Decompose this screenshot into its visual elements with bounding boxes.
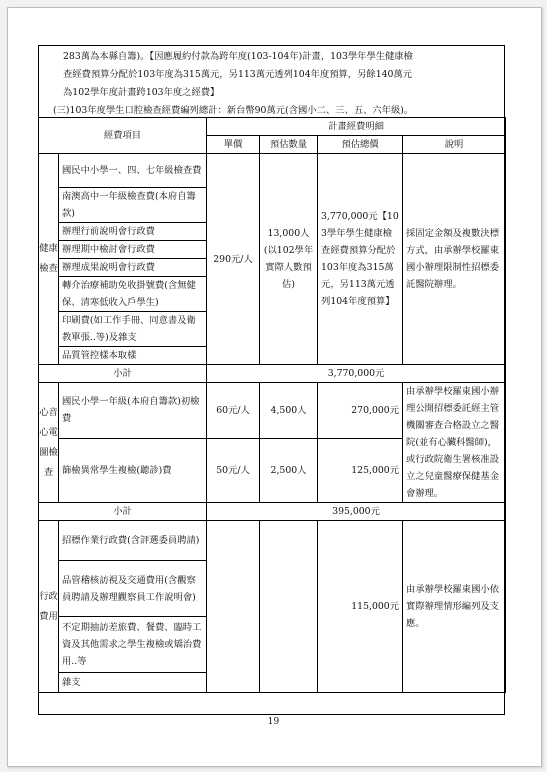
heart-qty-1: 4,500人	[260, 383, 318, 439]
health-unit-price: 290元/人	[207, 154, 260, 365]
health-note: 採固定金額及複數決標方式，由承辦學校羅東國小辦理限制性招標委託醫院辦理。	[403, 154, 506, 365]
admin-item-4: 雜支	[59, 673, 207, 693]
health-item-5: 辦理成果說明會行政費	[59, 259, 207, 277]
heart-item-1: 國民小學一年級(本府自籌款)初檢費	[59, 383, 207, 439]
heart-unit-price-1: 60元/人	[207, 383, 260, 439]
intro-line-4: (三)103年度學生口腔檢查經費編列總計：新台幣90萬元(含國小二、三、五、六年級)。	[53, 105, 414, 116]
intro-line-1: 283萬為本縣自籌)。【因應履約付款為跨年度(103-104年)計畫，103學年學生健康檢	[63, 51, 413, 62]
content-frame	[38, 45, 505, 715]
admin-section-label: 行政費用	[39, 521, 59, 693]
admin-unit-price	[207, 521, 260, 693]
admin-item-3: 不定期抽訪差旅費、餐費、臨時工資及其他需求之學生複檢或矯治費用..等	[59, 617, 207, 673]
health-item-7: 印刷費(如工作手冊、同意書及衛教單張..等)及雜支	[59, 312, 207, 347]
health-item-2: 南澳高中一年級檢查費(本府自籌款)	[59, 188, 207, 223]
budget-table	[38, 117, 506, 693]
health-section-label: 健康檢查	[39, 154, 59, 365]
health-item-8: 品質管控樣本取樣	[59, 347, 207, 365]
intro-line-2: 查經費預算分配於103年度為315萬元，另113萬元透列104年度預算，另餘140萬元	[63, 69, 413, 80]
intro-line-3: 為102學年度計畫跨103年度之經費】	[63, 87, 220, 98]
health-item-4: 辦理期中檢討會行政費	[59, 241, 207, 259]
header-est-qty: 預估數量	[260, 136, 318, 154]
heart-total-1: 270,000元	[318, 383, 403, 439]
admin-qty	[260, 521, 318, 693]
header-note: 說明	[403, 136, 506, 154]
heart-section-label: 心音心電圖檢查	[39, 383, 59, 503]
header-unit-price: 單價	[207, 136, 260, 154]
intro-paragraph	[39, 46, 504, 116]
heart-unit-price-2: 50元/人	[207, 438, 260, 502]
health-item-1: 國民中小學一、四、七年級檢查費	[59, 154, 207, 188]
admin-item-2: 品管稽核訪視及交通費用(含觀察員聘請及辦理觀察員工作說明會)	[59, 561, 207, 617]
health-subtotal: 3,770,000元	[207, 365, 506, 383]
heart-total-2: 125,000元	[318, 438, 403, 502]
header-item: 經費項目	[39, 118, 207, 154]
heart-subtotal: 395,000元	[207, 503, 506, 521]
admin-note: 由承辦學校羅東國小依實際辦理情形編列及支應。	[403, 521, 506, 693]
header-est-total: 預估總價	[318, 136, 403, 154]
health-qty: 13,000人(以102學年實際人數預估)	[260, 154, 318, 365]
heart-qty-2: 2,500人	[260, 438, 318, 502]
heart-item-2: 篩檢異常學生複檢(聽診)費	[59, 438, 207, 502]
admin-item-1: 招標作業行政費(含評選委員聘請)	[59, 521, 207, 561]
health-item-6: 轉介治療補助免收掛號費(含無健保、清寒低收入戶學生)	[59, 277, 207, 312]
health-total: 3,770,000元【103學年學生健康檢查經費預算分配於103年度為315萬元，另113萬元透列104年度預算】	[318, 154, 403, 365]
health-item-3: 辦理行前說明會行政費	[59, 223, 207, 241]
admin-total: 115,000元	[318, 521, 403, 693]
header-plan: 計畫經費明細	[207, 118, 506, 136]
heart-subtotal-label: 小計	[39, 503, 207, 521]
page-number: 19	[267, 717, 280, 727]
health-subtotal-label: 小計	[39, 365, 207, 383]
heart-note: 由承辦學校羅東國小辦理公開招標委託經主管機關審查合格設立之醫院(並有心臟科醫師)，或行政院衛生署核准設立之兒童醫療保健基金會辦理。	[403, 383, 506, 503]
